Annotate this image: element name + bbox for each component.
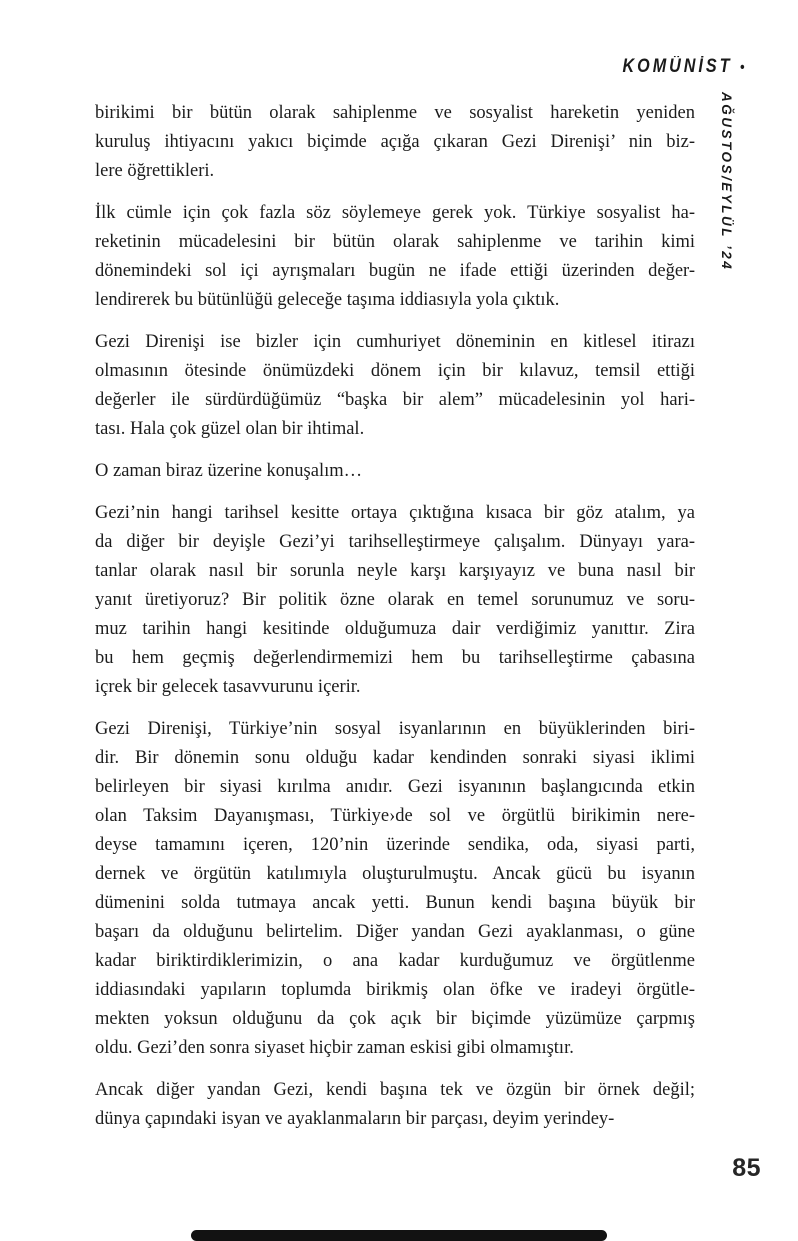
text-line: dünya çapındaki isyan ve ayaklanmaların bir parçası, deyim yerindey- xyxy=(95,1109,615,1129)
text-line: Ancak diğer yandan Gezi, kendi başına tek ve özgün bir örnek değil; xyxy=(95,1080,695,1100)
text-line: tanlar olarak nasıl bir sorunla neyle karşı karşıyayız ve buna nasıl bir xyxy=(95,561,695,581)
text-line: deyse tamamını içeren, 120’nin üzerinde sendika, oda, siyasi parti, xyxy=(95,835,695,855)
text-line: İlk cümle için çok fazla söz söylemeye gerek yok. Türkiye sosyalist ha- xyxy=(95,203,695,223)
paragraph xyxy=(95,328,695,444)
text-line: Gezi Direnişi, Türkiye’nin sosyal isyanlarının en büyüklerinden biri- xyxy=(95,719,695,739)
text-line: içrek bir gelecek tasavvurunu içerir. xyxy=(95,677,361,697)
text-line: dir. Bir dönemin sonu olduğu kadar kendinden sonraki siyasi iklimi xyxy=(95,748,695,768)
paragraph xyxy=(95,1076,695,1134)
text-line: başarı da olduğunu belirtelim. Diğer yandan Gezi ayaklanması, o güne xyxy=(95,922,695,942)
text-line: dönemindeki sol içi ayrışmaları bugün ne ifade ettiği üzerinden değer- xyxy=(95,261,695,281)
text-line: yanıt üretiyoruz? Bir politik özne olarak en temel sorunumuz ve soru- xyxy=(95,590,695,610)
text-line: bu hem geçmiş değerlendirmemizi hem bu tarihselleştirme çabasına xyxy=(95,648,695,668)
text-line: kuruluş ihtiyacını yakıcı biçimde açığa çıkaran Gezi Direnişi’ nin biz- xyxy=(95,132,695,152)
text-line: Gezi Direnişi ise bizler için cumhuriyet döneminin en kitlesel itirazı xyxy=(95,332,695,352)
text-line: olan Taksim Dayanışması, Türkiye›de sol ve örgütlü birikimin nere- xyxy=(95,806,695,826)
text-line: dernek ve örgütün katılımıyla oluşturulmuştu. Ancak gücü bu isyanın xyxy=(95,864,695,884)
text-line: kadar biriktirdiklerimizin, o ana kadar kurduğumuz ve örgütlenme xyxy=(95,951,695,971)
text-line: iddiasındaki yapıların toplumda birikmiş olan öfke ve iradeyi örgütle- xyxy=(95,980,695,1000)
home-indicator-bar[interactable] xyxy=(191,1230,607,1241)
text-line: muz tarihin hangi kesitinde olduğumuza dair verdiğimiz yanıttır. Zira xyxy=(95,619,695,639)
masthead xyxy=(623,56,745,78)
paragraph xyxy=(95,199,695,315)
masthead-title: KOMÜNİST xyxy=(622,56,733,77)
text-line: değerler ile sürdürdüğümüz “başka bir alem” mücadelesinin yol hari- xyxy=(95,390,695,410)
paragraph xyxy=(95,715,695,1063)
text-line: lendirerek bu bütünlüğü geleceğe taşıma iddiasıyla yola çıktık. xyxy=(95,290,560,310)
text-line: lere öğrettikleri. xyxy=(95,161,215,181)
text-line: dümenini solda tutmaya ancak yetti. Bunun kendi başına büyük bir xyxy=(95,893,695,913)
paragraph xyxy=(95,99,695,186)
text-line: Gezi’nin hangi tarihsel kesitte ortaya çıktığına kısaca bir göz atalım, ya xyxy=(95,503,695,523)
page-number: 85 xyxy=(732,1154,761,1182)
text-line: tası. Hala çok güzel olan bir ihtimal. xyxy=(95,419,365,439)
text-line: mekten yoksun olduğunu da çok açık bir biçimde yüzümüze çarpmış xyxy=(95,1009,695,1029)
issue-label-vertical: AĞUSTOS/EYLÜL ’24 xyxy=(719,92,734,272)
text-line: birikimi bir bütün olarak sahiplenme ve sosyalist hareketin yeniden xyxy=(95,103,695,123)
paragraph xyxy=(95,499,695,702)
text-line: O zaman biraz üzerine konuşalım… xyxy=(95,461,363,481)
paragraph xyxy=(95,457,695,486)
text-line: olmasının ötesinde önümüzdeki dönem için bir kılavuz, temsil ettiği xyxy=(95,361,695,381)
text-line: da diğer bir deyişle Gezi’yi tarihselleştirmeye çalışalım. Dünyayı yara- xyxy=(95,532,695,552)
text-line: belirleyen bir siyasi kırılma anıdır. Gezi isyanının başlangıcında etkin xyxy=(95,777,695,797)
text-line: oldu. Gezi’den sonra siyaset hiçbir zaman eskisi gibi olmamıştır. xyxy=(95,1038,574,1058)
masthead-bullet-icon: • xyxy=(740,58,745,76)
article-body xyxy=(95,99,695,1134)
text-line: reketinin mücadelesini bir bütün olarak sahiplenme ve tarihin kimi xyxy=(95,232,695,252)
